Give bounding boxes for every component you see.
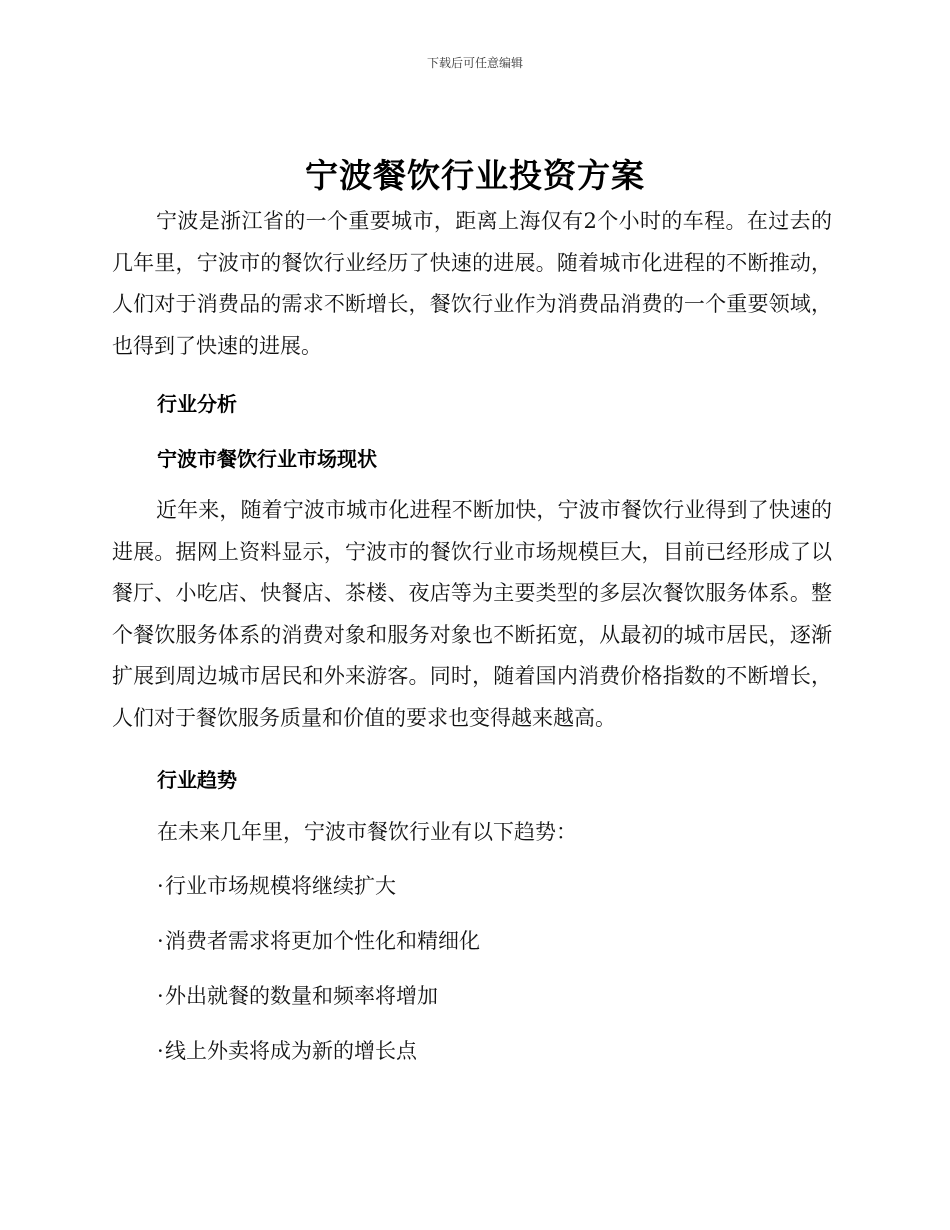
heading-market-status: 宁波市餐饮行业市场现状: [157, 447, 377, 471]
bullet-marker: ·: [157, 1039, 164, 1063]
trend-intro-text: 在未来几年里，宁波市餐饮行业有以下趋势：: [157, 820, 577, 844]
bullet-marker: ·: [157, 929, 164, 953]
page-header-note: 下载后可任意编辑: [426, 56, 523, 70]
list-item: [157, 980, 480, 1035]
list-item-text: 消费者需求将更加个性化和精细化: [165, 929, 480, 953]
intro-paragraph: 宁波是浙江省的一个重要城市，距离上海仅有2个小时的车程。在过去的几年里，宁波市的餐饮行业经历了快速的进展。随着城市化进程的不断推动，人们对于消费品的需求不断增长，餐饮行业作为消费品消费的一个重要领域，也得到了快速的进展。: [112, 209, 832, 358]
heading-industry-trend: 行业趋势: [157, 768, 237, 792]
bullet-marker: ·: [157, 984, 164, 1008]
list-item-text: 外出就餐的数量和频率将增加: [165, 984, 438, 1008]
list-item: [157, 870, 480, 925]
list-item: [157, 925, 480, 980]
market-status-paragraph: 近年来，随着宁波市城市化进程不断加快，宁波市餐饮行业得到了快速的进展。据网上资料显示，宁波市的餐饮行业市场规模巨大，目前已经形成了以餐厅、小吃店、快餐店、茶楼、夜店等为主要类型的多层次餐饮服务体系。整个餐饮服务体系的消费对象和服务对象也不断拓宽，从最初的城市居民，逐渐扩展到周边城市居民和外来游客。同时，随着国内消费价格指数的不断增长，人们对于餐饮服务质量和价值的要求也变得越来越高。: [112, 498, 832, 730]
document-title: 宁波餐饮行业投资方案: [305, 156, 645, 195]
trend-bullet-list: [157, 870, 480, 1090]
list-item: [157, 1035, 480, 1090]
bullet-marker: ·: [157, 874, 164, 898]
list-item-text: 行业市场规模将继续扩大: [165, 874, 396, 898]
list-item-text: 线上外卖将成为新的增长点: [165, 1039, 417, 1063]
heading-industry-analysis: 行业分析: [157, 392, 237, 416]
